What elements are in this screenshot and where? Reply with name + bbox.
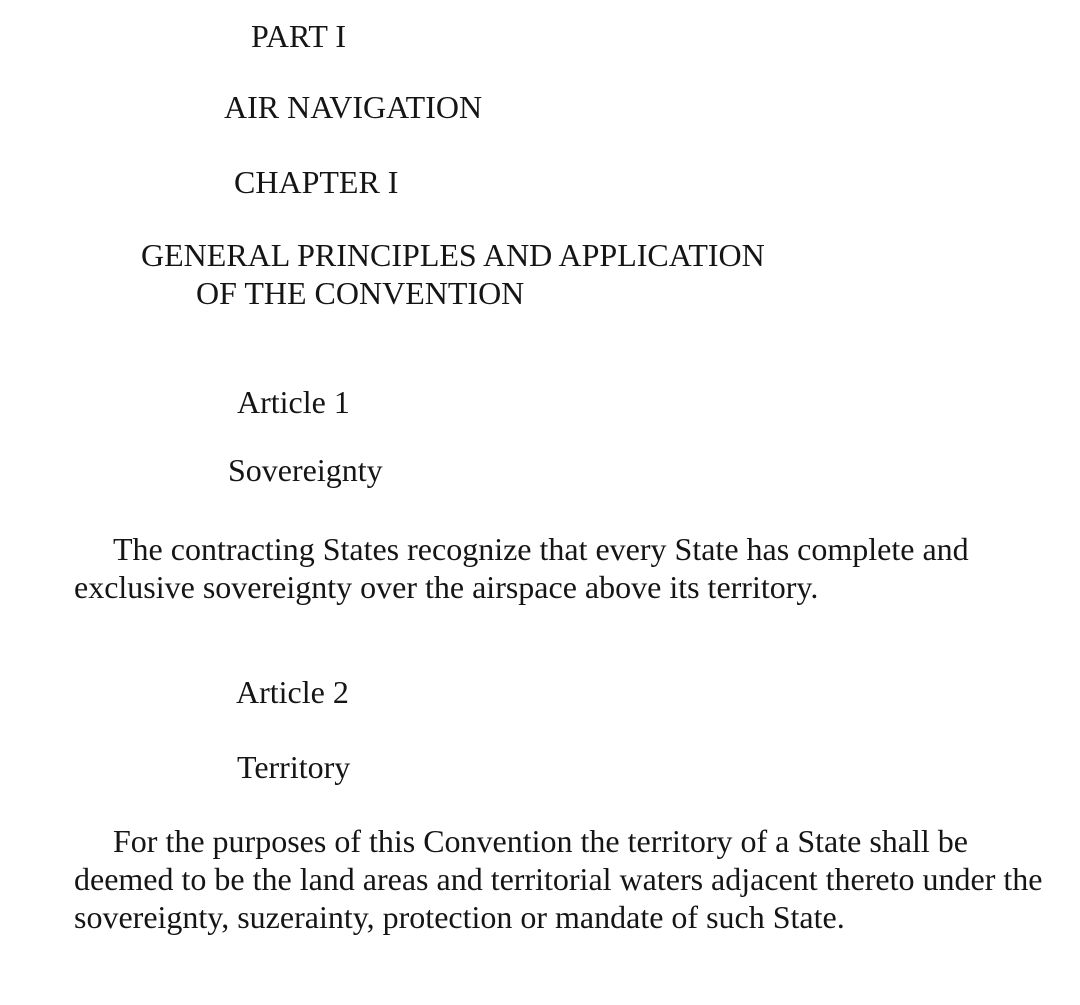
article-1 xyxy=(0,383,1080,606)
article-2-number: Article 2 xyxy=(236,674,349,710)
article-1-title: Sovereignty xyxy=(228,452,383,488)
article-2-body: For the purposes of this Convention the territory of a State shall be deemed to be the land areas and territorial waters adjacent thereto under the sovereignty, suzerainty, protection or mandate of such State. xyxy=(74,823,1043,935)
part-title: AIR NAVIGATION xyxy=(224,89,483,125)
part-heading: PART I xyxy=(251,18,347,54)
article-1-body: The contracting States recognize that every State has complete and exclusive sovereignty over the airspace above its territory. xyxy=(74,531,969,605)
chapter-title-line-1: GENERAL PRINCIPLES AND APPLICATION xyxy=(141,237,765,273)
article-1-number: Article 1 xyxy=(237,384,350,420)
chapter-heading: CHAPTER I xyxy=(234,164,399,200)
article-2 xyxy=(0,673,1080,936)
chapter-title xyxy=(0,236,1080,312)
article-2-title: Territory xyxy=(237,749,351,785)
chapter-title-line-2: OF THE CONVENTION xyxy=(196,275,525,311)
